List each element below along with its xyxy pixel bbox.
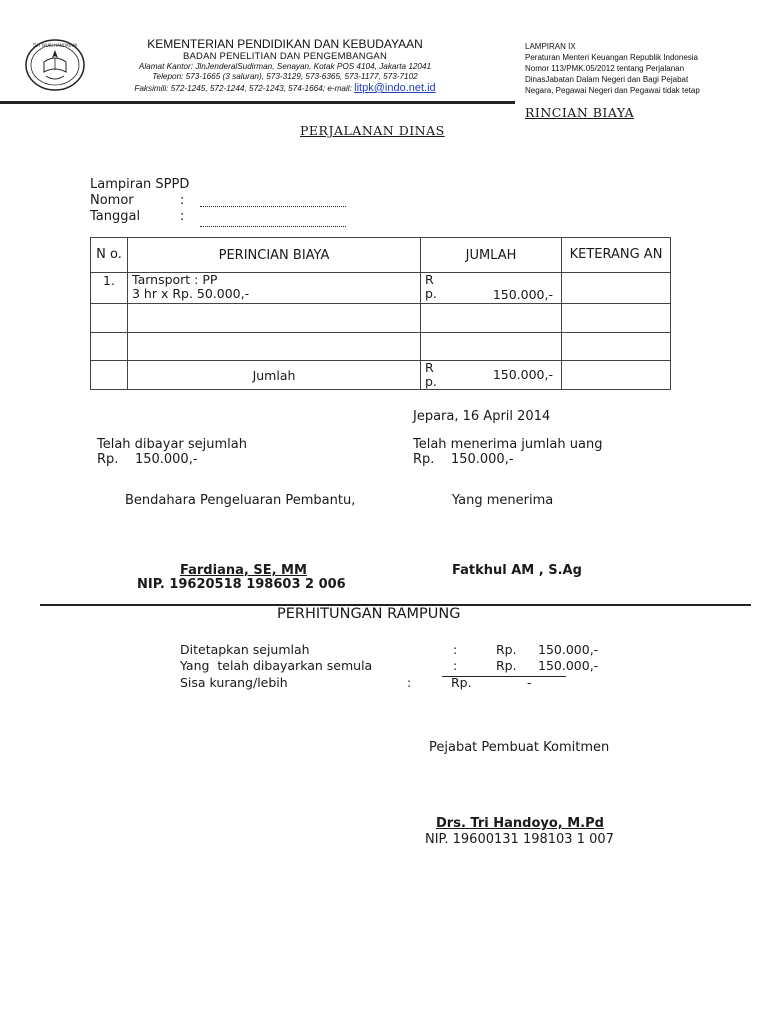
- row-desc-line2: 3 hr x Rp. 50.000,-: [132, 286, 250, 301]
- perhitungan-value: 150.000,-: [538, 642, 599, 657]
- lampiran-ix-title: LAMPIRAN IX: [525, 42, 576, 51]
- empty-cell: [91, 333, 128, 361]
- received-amount: Rp. 150.000,-: [413, 452, 514, 467]
- sppd-tanggal-colon: :: [180, 209, 185, 224]
- total-rp-p: p.: [425, 374, 437, 389]
- perhitungan-label: Sisa kurang/lebih: [180, 675, 288, 690]
- kop-email-link[interactable]: litpk@indo.net.id: [354, 82, 436, 94]
- row-keterangan: [562, 273, 671, 304]
- kop-line-address: Alamat Kantor: JlnJenderalSudirman, Senayan, Kotak POS 4104, Jakarta 12041: [138, 62, 432, 71]
- kop-fax-text: Faksimili: 572-1245, 572-1244, 572-1243, 574-1664; e-mail:: [134, 84, 352, 93]
- perhitungan-rp: Rp.: [451, 675, 472, 690]
- perhitungan-value: 150.000,-: [538, 658, 599, 673]
- lampiran-ix-line: Nomor 113/PMK.05/2012 tentang Perjalanan: [525, 64, 685, 73]
- sppd-nomor-label: Nomor: [90, 193, 134, 208]
- perhitungan-colon: :: [453, 658, 458, 673]
- empty-cell: [91, 304, 128, 333]
- title-rincian-biaya: RINCIAN BIAYA: [525, 105, 635, 120]
- sppd-tanggal-label: Tanggal: [90, 209, 141, 224]
- sppd-lampiran-label: Lampiran SPPD: [90, 177, 190, 192]
- row-desc: [128, 273, 421, 304]
- perhitungan-label: Yang telah dibayarkan semula: [180, 658, 373, 673]
- header-perincian: PERINCIAN BIAYA: [128, 238, 421, 273]
- penerima-role: Yang menerima: [452, 493, 554, 508]
- total-rp-r: R: [425, 360, 434, 375]
- table-row: [91, 273, 671, 304]
- empty-cell: [562, 361, 671, 390]
- logo-motto: TUT WURI HANDAYANI: [32, 43, 78, 48]
- perhitungan-label: Ditetapkan sejumlah: [180, 642, 310, 657]
- empty-cell: [91, 361, 128, 390]
- empty-cell: [128, 333, 421, 361]
- table-total-row: [91, 361, 671, 390]
- table-row: [91, 304, 671, 333]
- table-row: [91, 333, 671, 361]
- perhitungan-colon: :: [453, 642, 458, 657]
- header-keterangan: KETERANG AN: [562, 238, 671, 273]
- penerima-name: Fatkhul AM , S.Ag: [452, 563, 582, 578]
- total-label: Jumlah: [128, 361, 421, 390]
- empty-cell: [421, 304, 562, 333]
- kop-divider: [0, 101, 515, 104]
- perhitungan-title: PERHITUNGAN RAMPUNG: [277, 606, 461, 622]
- row-rp-p: p.: [425, 286, 437, 301]
- empty-cell: [562, 333, 671, 361]
- paid-statement: Telah dibayar sejumlah: [97, 437, 248, 452]
- title-perjalanan-dinas: PERJALANAN DINAS: [300, 123, 445, 138]
- kop-line-ministry: KEMENTERIAN PENDIDIKAN DAN KEBUDAYAAN: [147, 37, 423, 51]
- total-jumlah: [421, 361, 562, 390]
- row-desc-line1: Tarnsport : PP: [132, 272, 218, 287]
- total-amount: 150.000,-: [492, 367, 553, 382]
- row-amount: 150.000,-: [492, 287, 553, 302]
- row-rp-r: R: [425, 272, 434, 287]
- perhitungan-colon: :: [407, 675, 412, 690]
- sppd-nomor-colon: :: [180, 193, 185, 208]
- row-no: 1.: [91, 273, 128, 304]
- header-no: N o.: [91, 238, 128, 273]
- sppd-nomor-field[interactable]: [200, 205, 346, 207]
- kop-line-agency: BADAN PENELITIAN DAN PENGEMBANGAN: [182, 51, 388, 62]
- empty-cell: [421, 333, 562, 361]
- paid-amount: Rp. 150.000,-: [97, 452, 198, 467]
- perhitungan-rp: Rp.: [496, 642, 517, 657]
- ppk-role: Pejabat Pembuat Komitmen: [429, 740, 610, 755]
- kop-line-phone: Telepon: 573-1665 (3 saluran), 573-3129, 573-6365, 573-1177, 573-7102: [152, 72, 418, 81]
- ppk-nip: NIP. 19600131 198103 1 007: [425, 832, 614, 847]
- empty-cell: [562, 304, 671, 333]
- kemendikbud-logo: [24, 38, 86, 92]
- table-header-row: [91, 238, 671, 273]
- lampiran-ix-line: Negara, Pegawai Negeri dan Pegawai tidak tetap: [525, 86, 700, 95]
- bendahara-nip: NIP. 19620518 198603 2 006: [137, 577, 346, 592]
- empty-cell: [128, 304, 421, 333]
- perhitungan-value: -: [527, 675, 532, 690]
- bendahara-name: Fardiana, SE, MM: [180, 563, 307, 578]
- date-place: Jepara, 16 April 2014: [413, 409, 551, 424]
- bendahara-role: Bendahara Pengeluaran Pembantu,: [125, 493, 356, 508]
- kop-line-fax: [96, 82, 474, 94]
- lampiran-ix-line: Peraturan Menteri Keuangan Republik Indonesia: [525, 53, 699, 62]
- sppd-tanggal-field[interactable]: [200, 225, 346, 227]
- row-jumlah: [421, 273, 562, 304]
- rincian-table: [90, 237, 671, 390]
- received-statement: Telah menerima jumlah uang: [413, 437, 603, 452]
- header-jumlah: JUMLAH: [421, 238, 562, 273]
- ppk-name: Drs. Tri Handoyo, M.Pd: [436, 816, 604, 831]
- lampiran-ix-line: DinasJabatan Dalam Negeri dan Bagi Pejabat: [525, 75, 689, 84]
- perhitungan-rp: Rp.: [496, 658, 517, 673]
